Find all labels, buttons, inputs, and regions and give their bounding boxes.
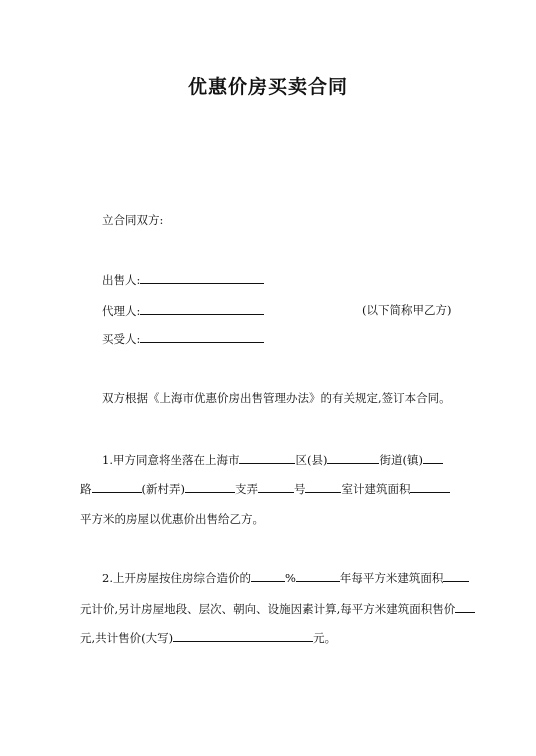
sale-price-blank xyxy=(455,600,475,613)
clause2-line2 xyxy=(80,600,475,617)
percent-blank xyxy=(251,570,285,582)
buyer-label: 买受人: xyxy=(102,332,141,346)
total-price-blank xyxy=(173,630,313,642)
area-blank xyxy=(410,481,450,493)
clause2-text-d: 元计价,另计房屋地段、层次、朝向、设施因素计算,每平方米建筑面积售价 xyxy=(80,602,456,616)
clause1-text-g: 号 xyxy=(293,482,306,496)
clause2-text-b: % xyxy=(284,571,296,585)
clause1-text-b: 区(县) xyxy=(295,453,328,467)
clause1-line1 xyxy=(102,451,443,468)
contract-title: 优惠价房买卖合同 xyxy=(187,76,348,98)
clause2-text-f: 元。 xyxy=(313,631,337,645)
clause1-text-d: 路 xyxy=(80,482,92,496)
street-blank xyxy=(327,451,379,464)
abbrev-note: (以下简称甲乙方) xyxy=(362,303,452,317)
preamble: 双方根据《上海市优惠价房出售管理办法》的有关规定,签订本合同。 xyxy=(102,391,451,405)
clause1-text-e: (新村弄) xyxy=(141,482,185,496)
road-blank xyxy=(92,481,142,493)
agent-label: 代理人: xyxy=(102,304,141,318)
agent-row xyxy=(102,302,264,319)
clause1-text-c: 街道(镇) xyxy=(379,453,423,467)
seller-row xyxy=(102,271,264,288)
number-blank xyxy=(305,481,341,493)
clause1-text-f: 支弄 xyxy=(234,482,258,496)
buyer-blank xyxy=(140,330,264,343)
seller-blank xyxy=(140,271,264,284)
road-blank-start xyxy=(423,451,443,464)
sublane-blank xyxy=(258,481,294,493)
clause2-text-c: 年每平方米建筑面积 xyxy=(339,571,444,585)
clause2-line1 xyxy=(102,570,469,586)
clause1-line3: 平方米的房屋以优惠价出售给乙方。 xyxy=(80,512,264,526)
seller-label: 出售人: xyxy=(102,273,141,287)
clause1-text-h: 室计建筑面积 xyxy=(341,482,411,496)
clause2-text-e: 元,共计售价(大写) xyxy=(80,631,174,645)
parties-heading: 立合同双方: xyxy=(102,213,164,227)
clause1-line2 xyxy=(80,481,450,497)
clause2-line3 xyxy=(80,630,336,646)
district-blank xyxy=(239,451,295,464)
agent-blank xyxy=(140,302,264,315)
year-blank xyxy=(296,570,340,582)
lane-blank xyxy=(185,481,235,493)
clause1-text-a: 1.甲方同意将坐落在上海市 xyxy=(102,453,240,467)
clause2-text-a: 2.上开房屋按住房综合造价的 xyxy=(102,571,251,585)
unit-price-blank xyxy=(443,570,469,582)
buyer-row xyxy=(102,330,264,347)
